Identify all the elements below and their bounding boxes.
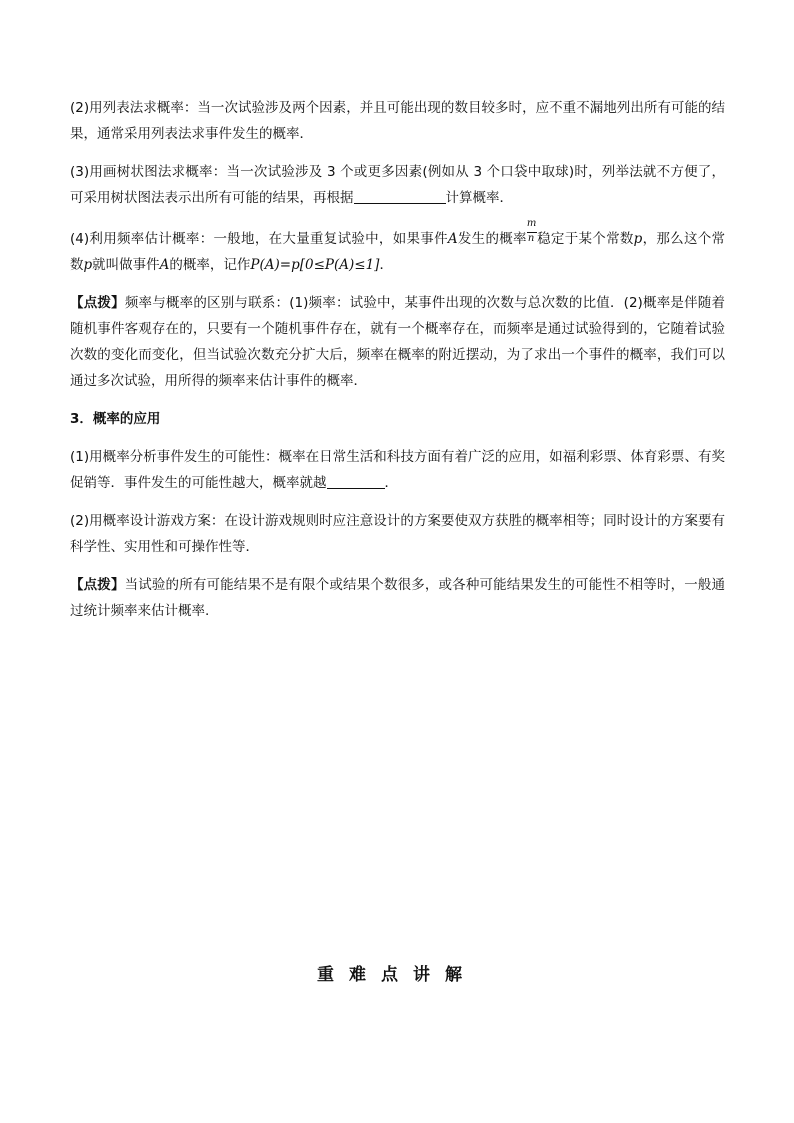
freq-text-7: ．: [379, 257, 393, 273]
section-title-key-points: 重难点讲解: [317, 965, 477, 985]
paragraph-analyze-possibility: [70, 444, 725, 496]
freq-text-3: 稳定于某个常数: [536, 231, 634, 247]
note-frequency-vs-probability: [70, 290, 725, 394]
paragraph-list-method: [70, 95, 725, 147]
freq-text-2: 发生的概率: [457, 231, 527, 247]
analyze-text: (1)用概率分析事件发生的可能性：概率在日常生活和科技方面有着广泛的应用，如福利彩票、体育彩票、有奖促销等．事件发生的可能性越大，概率就越: [70, 449, 725, 491]
game-design-text: (2)用概率设计游戏方案：在设计游戏规则时应注意设计的方案要使双方获胜的概率相等；同时设计的方案要有科学性、实用性和可操作性等．: [70, 513, 725, 555]
paragraph-game-design: [70, 508, 725, 560]
fraction-denominator: n: [527, 233, 535, 244]
fill-blank-2[interactable]: [327, 474, 385, 489]
event-a-symbol-2: A: [159, 257, 170, 273]
tree-diagram-text-end: 计算概率．: [445, 190, 513, 206]
paragraph-frequency-estimate: [70, 218, 726, 278]
constant-p-symbol: p: [633, 231, 643, 247]
note-estimate-by-frequency: [70, 572, 725, 624]
freq-text-5: 就叫做事件: [92, 257, 160, 273]
fill-blank-1[interactable]: [354, 189, 446, 204]
m-over-n-fraction: [526, 218, 537, 249]
probability-formula: P(A)=p[0≤P(A)≤1]: [250, 257, 380, 273]
note-label-2: 【点拨】: [70, 577, 125, 593]
freq-text-4: ，那么这个常数: [70, 231, 726, 273]
freq-text-1: (4)利用频率估计概率：一般地，在大量重复试验中，如果事件: [70, 231, 448, 247]
fraction-numerator: m: [526, 218, 537, 229]
note-text-2: 当试验的所有可能结果不是有限个或结果个数很多，或各种可能结果发生的可能性不相等时，一般通过统计频率来估计概率.: [70, 577, 726, 619]
event-a-symbol: A: [447, 231, 458, 247]
note-text: 频率与概率的区别与联系：(1)频率：试验中，某事件出现的次数与总次数的比值．(2)概率是伴随着随机事件客观存在的，只要有一个随机事件存在，就有一个概率存在，而频率是通过试验得到的，它随着试验次数的变化而变化，但当试验次数充分扩大后，频率在概率的附近摆动，为了求出一个事件的概率，我们可以通过多次试验，用所得的频率来估计事件的概率．: [70, 295, 726, 389]
analyze-text-end: ．: [384, 475, 398, 491]
section-heading-applications: 3．概率的应用: [70, 411, 161, 427]
freq-text-6: 的概率，记作: [169, 257, 251, 273]
constant-p-symbol-2: p: [83, 257, 93, 273]
paragraph-list-method-text: (2)用列表法求概率：当一次试验涉及两个因素，并且可能出现的数目较多时，应不重不漏地列出所有可能的结果，通常采用列表法求事件发生的概率．: [70, 100, 725, 142]
tree-diagram-text: (3)用画树状图法求概率：当一次试验涉及 3 个或更多因素(例如从 3 个口袋中取球)时，列举法就不方便了，可采用树状图法表示出所有可能的结果，再根据: [70, 164, 725, 206]
note-label: 【点拨】: [70, 295, 125, 311]
paragraph-tree-diagram: [70, 159, 725, 211]
document-body: [70, 95, 725, 636]
